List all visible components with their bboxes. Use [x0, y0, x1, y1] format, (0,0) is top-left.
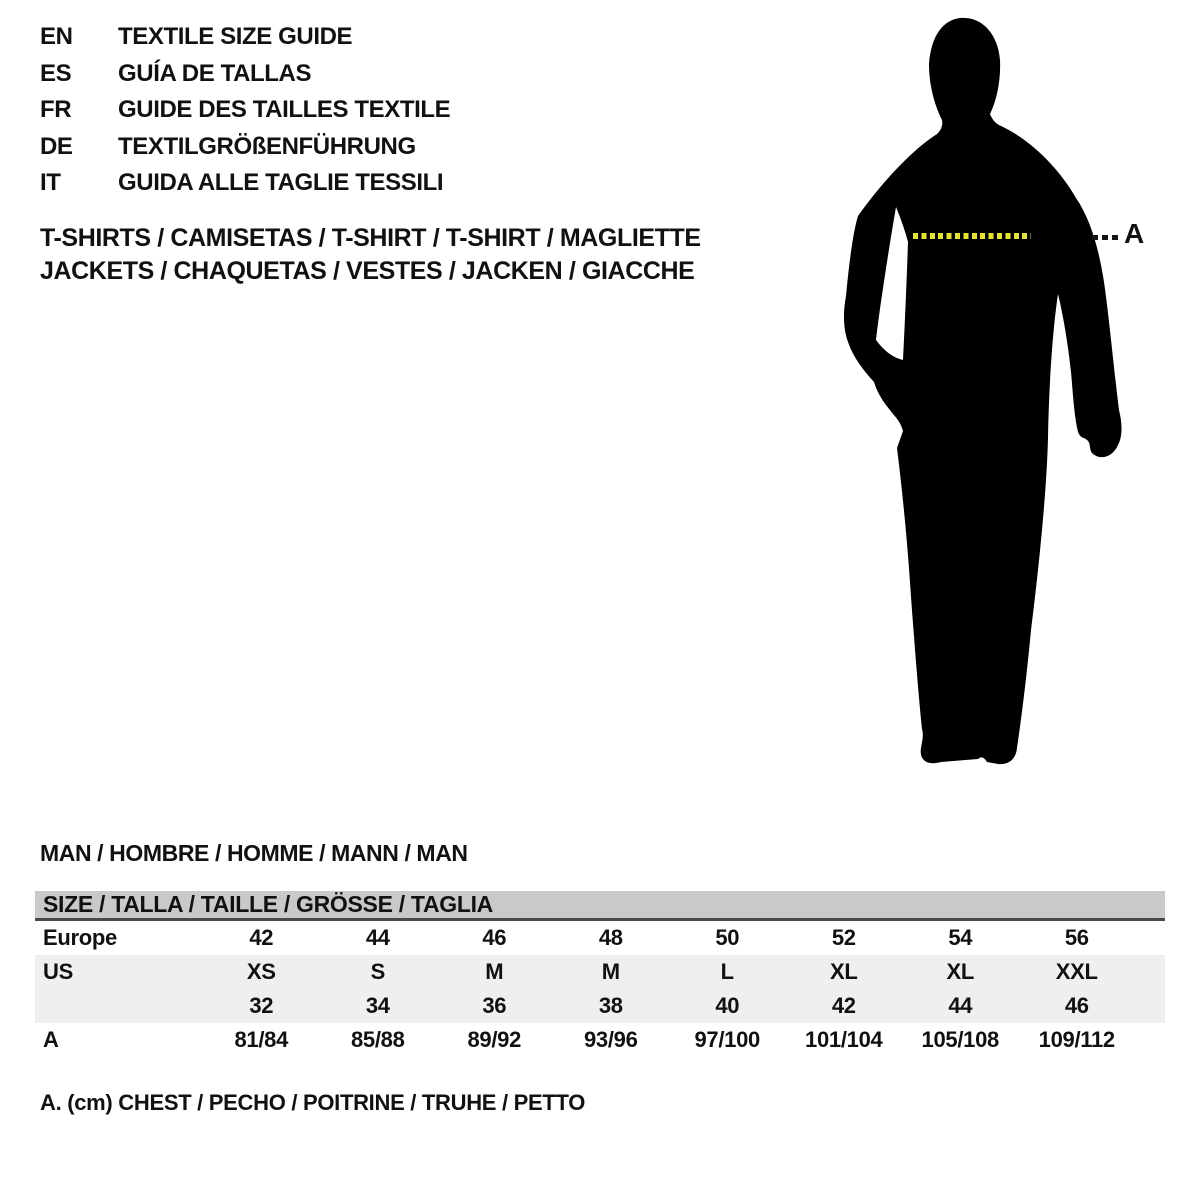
size-table-cell: 50: [715, 925, 740, 950]
size-table-cell: XL: [829, 959, 858, 984]
size-table-row: [35, 989, 1165, 1023]
size-table-cell: 97/100: [694, 1027, 760, 1052]
measure-leader-dashes: [1092, 235, 1119, 240]
size-table-cell: 36: [482, 993, 507, 1018]
size-table-cell: XXL: [1055, 959, 1098, 984]
size-table-cell: M: [601, 959, 620, 984]
size-table-row: [35, 955, 1165, 989]
language-code: ES: [40, 59, 72, 87]
language-code: DE: [40, 132, 73, 160]
category-line-tshirts: T-SHIRTS / CAMISETAS / T-SHIRT / T-SHIRT / MAGLIETTE: [40, 224, 701, 252]
section-title-man: MAN / HOMBRE / HOMME / MANN / MAN: [40, 840, 468, 866]
size-table-cell: 56: [1064, 925, 1089, 950]
language-code: EN: [40, 23, 73, 51]
size-table-cell: 101/104: [805, 1027, 883, 1052]
measurement-footnote: A. (cm) CHEST / PECHO / POITRINE / TRUHE / PETTO: [40, 1090, 586, 1115]
measure-label-a: A: [1124, 218, 1145, 249]
size-table-cell: L: [720, 959, 734, 984]
size-table: [35, 891, 1165, 1057]
size-table-cell: 105/108: [921, 1027, 999, 1052]
size-table-cell: 109/112: [1038, 1027, 1115, 1052]
category-lines: [40, 222, 701, 288]
language-guide-row: [40, 19, 450, 56]
size-table-cell: S: [370, 959, 385, 984]
language-guide-row: [40, 129, 450, 166]
language-guide-title: TEXTILGRÖßENFÜHRUNG: [118, 132, 416, 160]
size-table-cell: 48: [598, 925, 623, 950]
size-table-cell: 42: [249, 925, 274, 950]
size-table-cell: XS: [246, 959, 276, 984]
size-table-cell: XL: [946, 959, 974, 984]
chest-measure-line: [913, 233, 1031, 239]
size-table-cell: 89/92: [467, 1027, 522, 1052]
size-table-cell: 38: [598, 993, 623, 1018]
size-table-cell: 54: [948, 925, 973, 950]
size-table-cell: 93/96: [583, 1027, 638, 1052]
size-table-cell: 34: [365, 993, 390, 1018]
size-table-cell: M: [485, 959, 504, 984]
language-guide-list: [40, 19, 450, 202]
man-silhouette: [840, 10, 1130, 780]
size-table-cell: 85/88: [350, 1027, 405, 1052]
language-guide-row: [40, 165, 450, 202]
size-table-cell: 81/84: [234, 1027, 289, 1052]
size-table-row: [35, 1023, 1165, 1057]
size-table-body: [35, 921, 1165, 1057]
language-code: FR: [40, 96, 72, 124]
language-guide-title: TEXTILE SIZE GUIDE: [118, 23, 353, 51]
size-table-row-label: Europe: [43, 925, 117, 950]
language-code: IT: [40, 169, 61, 197]
size-table-row-label: A: [43, 1027, 59, 1052]
size-table-cell: 52: [831, 925, 856, 950]
size-table-row-label: US: [43, 959, 73, 984]
language-guide-title: GUIDE DES TAILLES TEXTILE: [118, 96, 451, 124]
language-guide-row: [40, 56, 450, 93]
size-table-header: SIZE / TALLA / TAILLE / GRÖSSE / TAGLIA: [35, 891, 1165, 921]
size-table-cell: 44: [365, 925, 390, 950]
category-line-jackets: JACKETS / CHAQUETAS / VESTES / JACKEN / GIACCHE: [40, 257, 695, 285]
language-guide-title: GUIDA ALLE TAGLIE TESSILI: [118, 169, 444, 197]
size-table-row: [35, 921, 1165, 955]
language-guide-row: [40, 92, 450, 129]
size-table-cell: 40: [715, 993, 740, 1018]
size-table-cell: 44: [948, 993, 973, 1018]
size-table-cell: 42: [831, 993, 856, 1018]
size-table-cell: 32: [249, 993, 274, 1018]
man-silhouette-svg: [840, 10, 1130, 780]
size-table-cell: 46: [482, 925, 507, 950]
size-table-cell: 46: [1064, 993, 1089, 1018]
language-guide-title: GUÍA DE TALLAS: [118, 59, 312, 87]
